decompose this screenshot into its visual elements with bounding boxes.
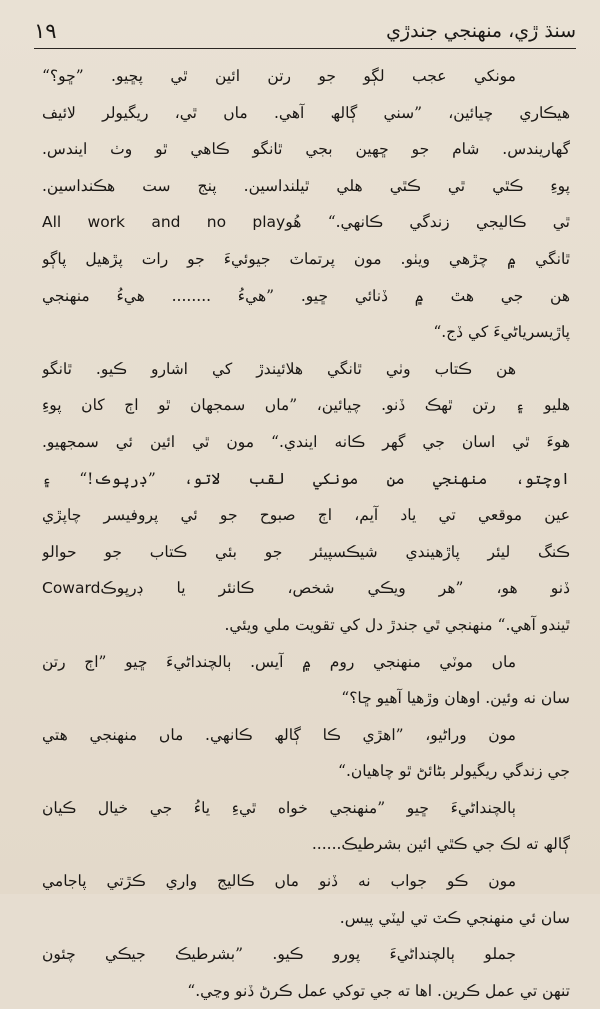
line-text: جملو ٻالچنداڻيءَ پورو ڪيو. ”بشرطيڪ جيڪي چئون [42,945,516,964]
text-line [42,204,570,241]
text-line [42,278,570,315]
text-line [42,753,570,790]
line-text: ٻالچنداڻيءَ ڇيو ”منهنجي خواه ٿيءِ ياءُ جي خيال ڪيان [42,798,516,817]
text-line [42,644,570,681]
text-line [42,534,570,571]
line-text: ٿي ڪاليجي زندگي ڪانهي.“ هُو [285,213,570,232]
latin-phrase: All work and no play [42,213,286,232]
text-line [42,461,570,498]
text-line [42,95,570,132]
line-text: سان نه وئين. اوهان وڙهيا آهيو ڇا؟“ [341,689,570,708]
line-text: جي زندگي ريگيولر بڻائڻ ٿو چاهيان.“ [338,762,570,781]
text-line [42,241,570,278]
line-text: پوءِ ڪٿي ٿي ڪٿي هلي ٿيلنداسين. پنج ست هڪنداسين. [42,176,570,195]
text-line [42,826,570,863]
text-line [42,863,570,900]
text-line [42,717,570,754]
body-text [42,58,570,1009]
line-text: ڪنگ ليئر پاڙهيندي شيڪسپيئر جو بئي ڪتاب جو حوالو [42,542,570,561]
line-text: عين موقعي تي ياد آيم، اڄ صبوح جو ئي پروفيسر چاپڙي [42,506,570,525]
line-text: هيڪاري چيائين، ”سني ڳالھ آهي. ماں ٿي، ريگيولر لائيف [42,103,570,122]
line-text: ڏنو هو، ”هر ويڪي شخص، ڪانئر يا ڊرپوڪ [100,579,570,598]
line-text: پاڙيسرياڻيءَ کي ڏج.“ [433,323,570,342]
line-text: هن ڪتاب وٺي ٿانگي هلائيندڙ کي اشارو ڪيو. ٿانگو [42,359,516,378]
text-line [42,424,570,461]
text-line [42,973,570,1009]
line-text: هوءَ ٿي اسان جي گهر ڪانه ايندي.“ مون ٿي ائين ئي سمجھيو. [42,432,570,451]
line-text: ٿانگي ۾ چڙهي ويٺو. مون پرتماٽ جيوئيءَ جو رات پڙهيل پاڳو [42,249,570,268]
text-line [42,936,570,973]
page-header [34,8,576,46]
latin-phrase: Coward [42,579,101,598]
text-line [42,607,570,644]
text-line [42,351,570,388]
line-text: تنهن تي عمل ڪرين. اها ته جي توکي عمل ڪرڻ ڏنو وڃي.“ [187,981,570,1000]
line-text: مون ڪو جواب نه ڏنو ماں ڪاليج واري ڪڙتي پاجامي [42,872,516,891]
text-line [42,314,570,351]
header-rule [34,48,576,49]
line-text: مونکي عجب لڳو جو رتن ائين ٿي پڇيو. ”ڇو؟“ [42,67,516,85]
line-text: هن جي هٿ ۾ ڏنائي ڇيو. ”هيءُ ........ هيءُ منهنجي [42,286,570,305]
text-line [42,58,570,95]
text-line [42,387,570,424]
text-line [42,680,570,717]
page-number: ١٩ [34,19,57,43]
text-line [42,790,570,827]
line-text: ڳالھ ته لڪ جي ڪٿي ائين بشرطيڪ...... [311,835,570,854]
text-line [42,570,570,607]
line-text: سان ئي منهنجي ڪٽ تي ليٽي پيس. [339,908,570,927]
line-text: هليو ۽ رتن ٿهڪ ڏنو. چيائين، ”ماں سمجهان ٿو اڄ کان پوءِ [42,396,570,415]
line-text: مون وراڻيو، ”اهڙي ڪا ڳالھ ڪانهي. ماں منهنجي هتي [42,725,516,744]
text-line [42,131,570,168]
text-line [42,900,570,937]
line-text: ماں موٽي منهنجي روم ۾ آيس. ٻالچنداڻيءَ ڇيو ”اڄ رتن [42,652,516,671]
line-text: ٿيندو آهي.“ منهنجي ٿي جندڙ دل کي تقويت ملي ويئي. [224,615,570,634]
line-text: اوچتو، منهنجي من مونکي لقب لاتو، ”ڊرپوڪ!“ ۽ [42,469,570,488]
line-text: گهاريندس. شام جو ڇهين بجي ٿانگو ڪاهي ٿو وٺ ايندس. [42,140,570,159]
running-head: سنڌ ڙي، منهنجي جندڙي [386,20,576,42]
text-line [42,497,570,534]
text-line [42,168,570,205]
